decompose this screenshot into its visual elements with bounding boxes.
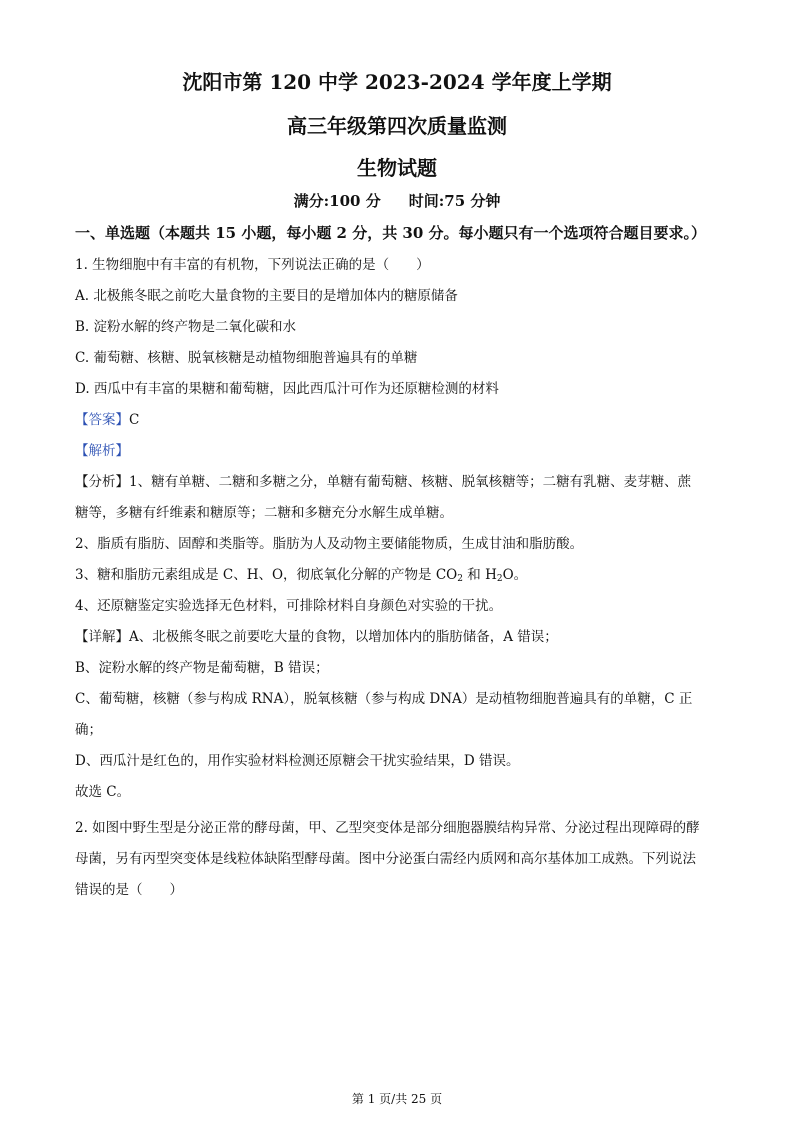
detail-a: 【详解】A、北极熊冬眠之前要吃大量的食物，以增加体内的脂肪储备，A 错误； xyxy=(75,629,558,645)
q1-answer xyxy=(75,411,725,429)
analysis-point-1a: 【分析】1、糖有单糖、二糖和多糖之分，单糖有葡萄糖、核糖、脱氧核糖等；二糖有乳糖、麦芽糖、蔗 xyxy=(75,474,692,490)
answer-value: C xyxy=(129,412,140,428)
section-title: 一、单选题（本题共 15 小题，每小题 2 分，共 30 分。每小题只有一个选项符合题目要求。） xyxy=(75,224,707,242)
page-footer: 第 1 页/共 25 页 xyxy=(351,1092,443,1106)
analysis-point-2: 2、脂质有脂肪、固醇和类脂等。脂肪为人及动物主要储能物质，生成甘油和脂肪酸。 xyxy=(75,536,584,552)
detail-c1: C、葡萄糖，核糖（参与构成 RNA），脱氧核糖（参与构成 DNA）是动植物细胞普遍具有的单糖，C 正 xyxy=(75,691,693,707)
q1-option-d: D. 西瓜中有丰富的果糖和葡萄糖，因此西瓜汁可作为还原糖检测的材料 xyxy=(75,381,499,397)
analysis-point-3: 3、糖和脂肪元素组成是 C、H、O，彻底氧化分解的产物是 $CO_2$ 和 $H_2O$。 xyxy=(75,567,528,584)
q2-stem-line2: 母菌，另有丙型突变体是线粒体缺陷型酵母菌。图中分泌蛋白需经内质网和高尔基体加工成熟。下列说法 xyxy=(75,851,696,867)
detail-c2: 确； xyxy=(75,722,102,738)
analysis-tag: 【解析】 xyxy=(75,443,129,459)
q1-conclusion: 故选 C。 xyxy=(75,784,131,800)
subject-title: 生物试题 xyxy=(357,156,437,180)
q1-option-a: A. 北极熊冬眠之前吃大量食物的主要目的是增加体内的糖原储备 xyxy=(75,288,458,304)
answer-tag: 【答案】 xyxy=(75,412,129,428)
exam-title: 高三年级第四次质量监测 xyxy=(287,114,507,138)
school-title: 沈阳市第 120 中学 2023-2024 学年度上学期 xyxy=(182,70,612,94)
exam-meta xyxy=(0,191,794,211)
q1-option-c: C. 葡萄糖、核糖、脱氧核糖是动植物细胞普遍具有的单糖 xyxy=(75,350,418,366)
analysis-point-1b: 糖等，多糖有纤维素和糖原等；二糖和多糖充分水解生成单糖。 xyxy=(75,505,453,521)
q1-stem: 1. 生物细胞中有丰富的有机物，下列说法正确的是（ ） xyxy=(75,257,430,273)
q1-option-b: B. 淀粉水解的终产物是二氧化碳和水 xyxy=(75,319,297,335)
full-score: 满分:100 分 xyxy=(293,192,381,210)
q2-stem-line3: 错误的是（ ） xyxy=(75,882,183,898)
exam-time: 时间:75 分钟 xyxy=(408,192,501,210)
q2-stem-line1: 2. 如图中野生型是分泌正常的酵母菌，甲、乙型突变体是部分细胞器膜结构异常、分泌过程出现障碍的酵 xyxy=(75,820,700,836)
detail-d: D、西瓜汁是红色的，用作实验材料检测还原糖会干扰实验结果，D 错误。 xyxy=(75,753,520,769)
analysis-point-4: 4、还原糖鉴定实验选择无色材料，可排除材料自身颜色对实验的干扰。 xyxy=(75,598,503,614)
detail-b: B、淀粉水解的终产物是葡萄糖，B 错误； xyxy=(75,660,329,676)
